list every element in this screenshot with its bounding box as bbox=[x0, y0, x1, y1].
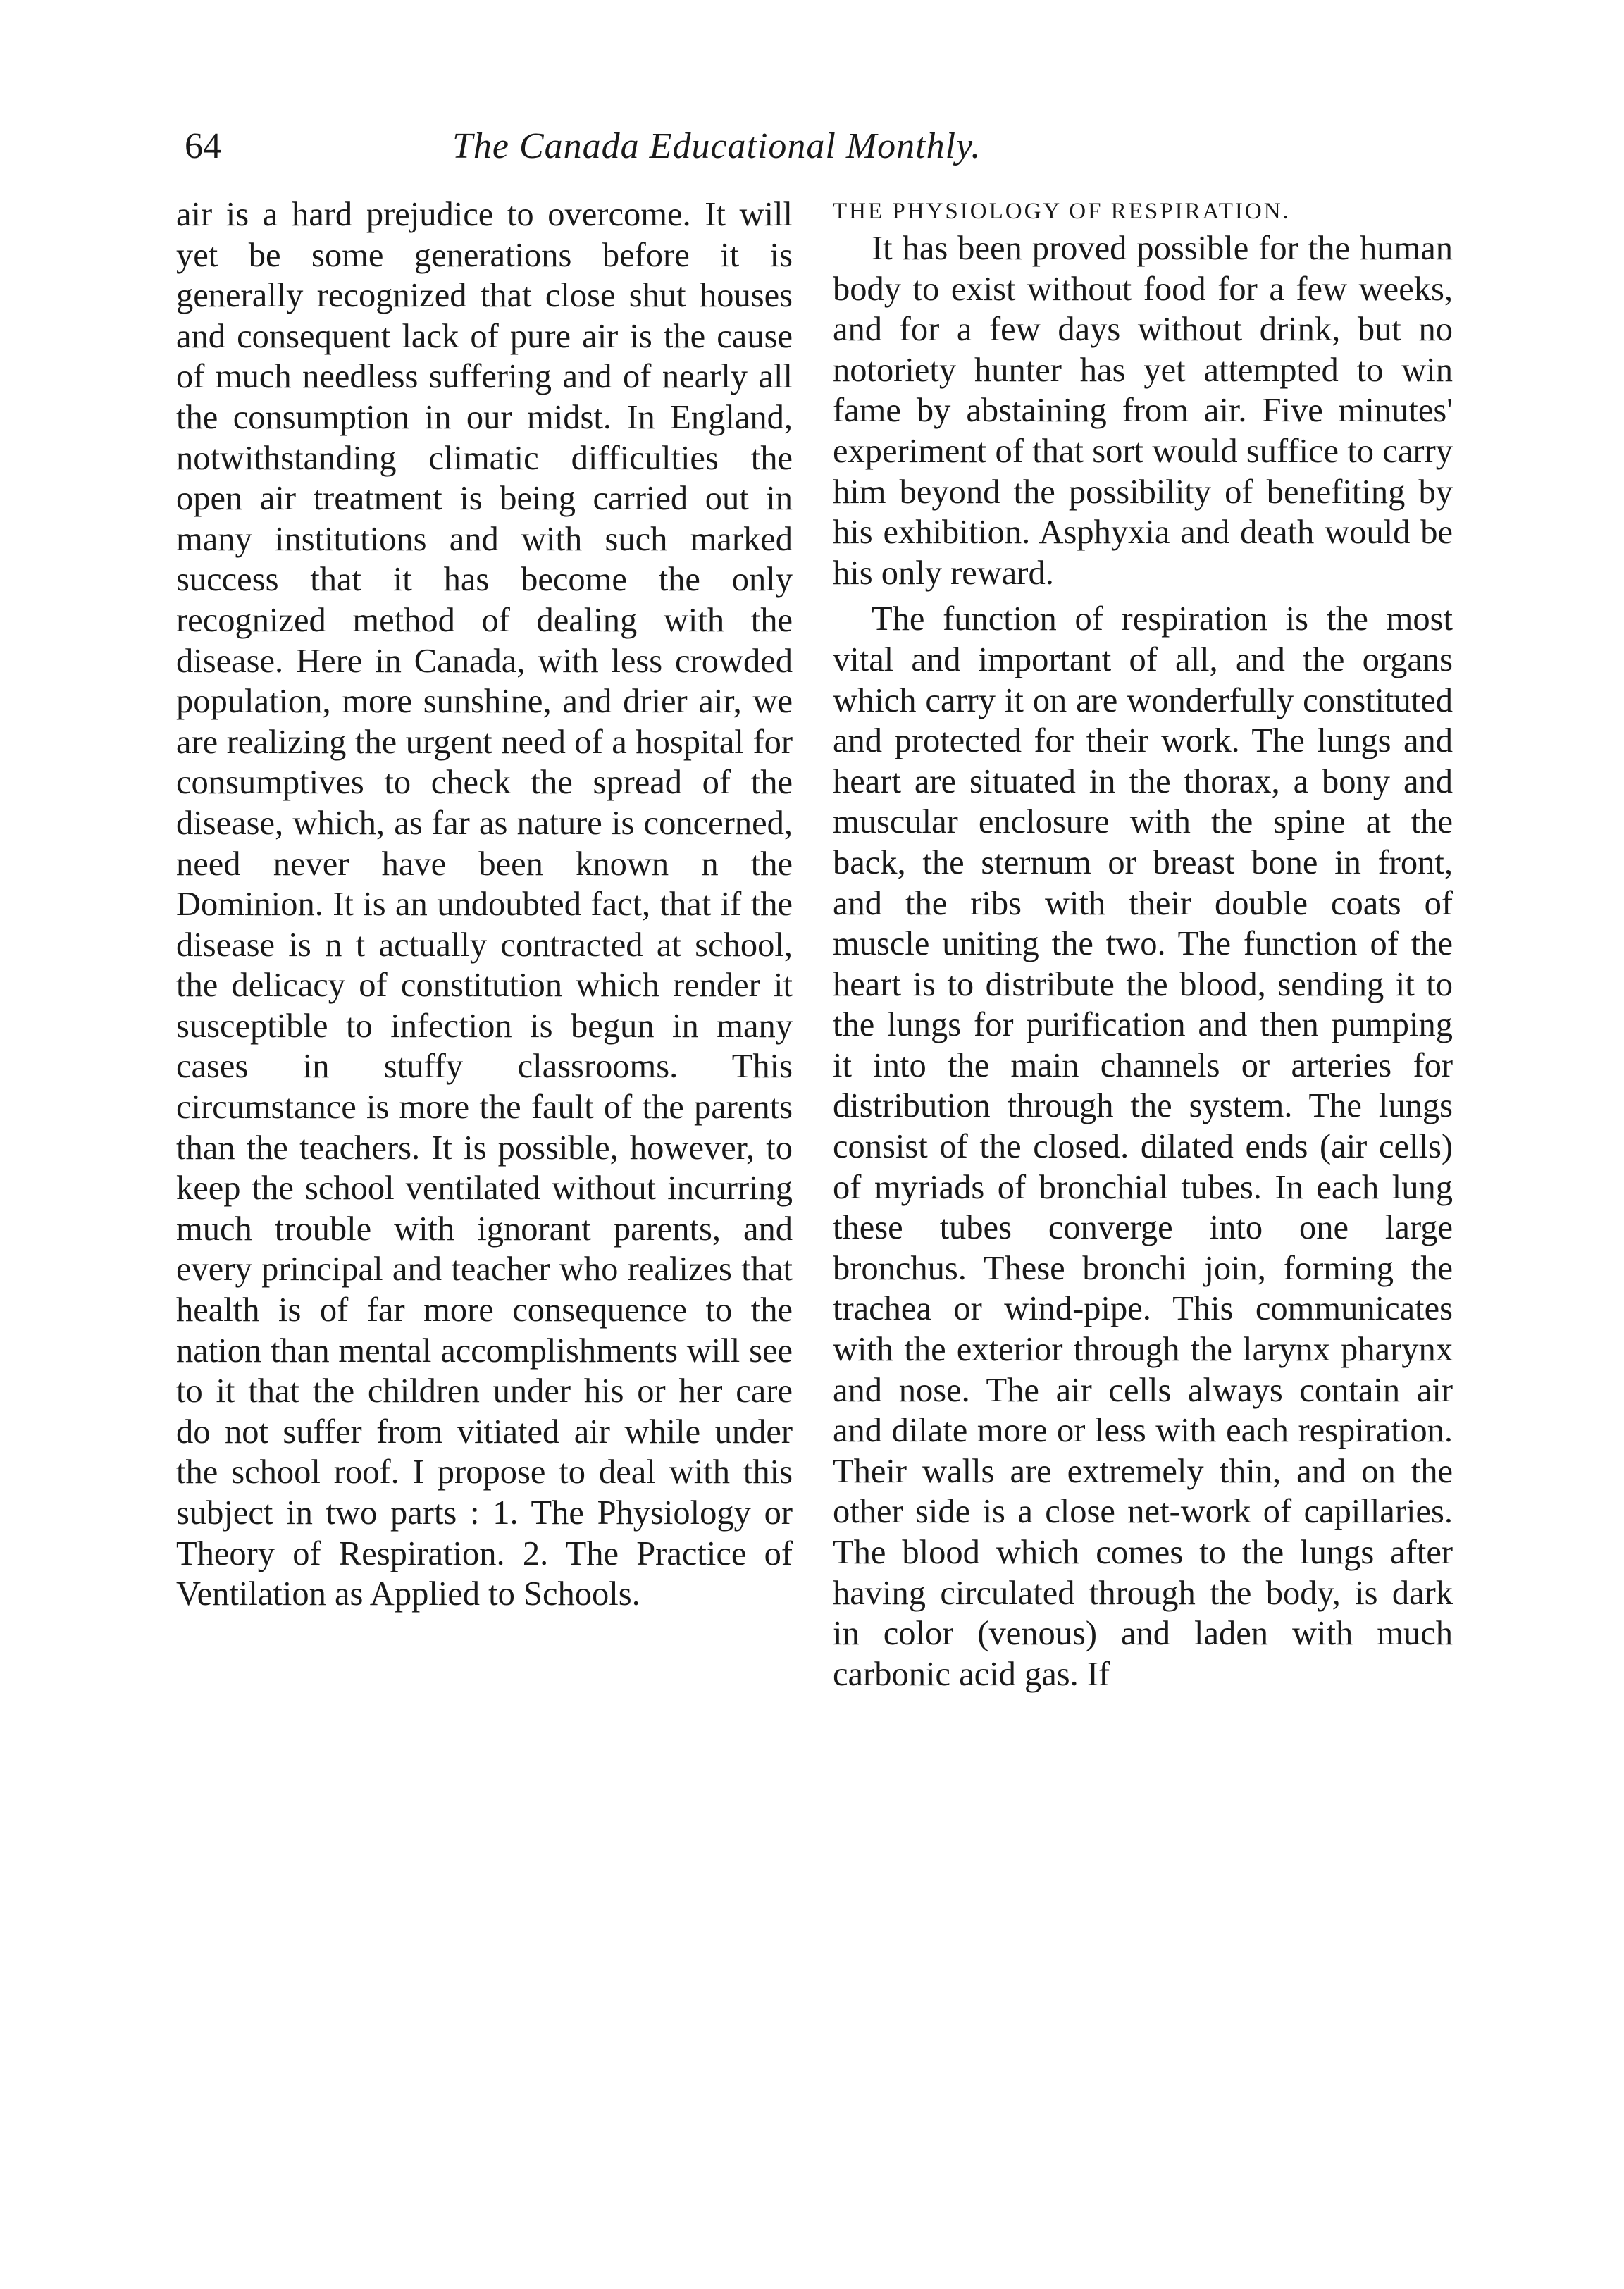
right-column bbox=[833, 194, 1453, 1694]
section-heading: THE PHYSIOLOGY OF RESPIRATION. bbox=[833, 199, 1291, 224]
left-paragraph-1: air is a hard prejudice to overcome. It will yet be some generations before it is generally recognized that close shut houses and consequent lack of pure air is the cause of much needless suffering and of nearly all the consumption in our midst. In England, notwithstanding climatic difficulties the open air treatment is being carried out in many institutions and with such marked success that it has become the only recognized method of dealing with the disease. Here in Canada, with less crowded population, more sunshine, and drier air, we are realizing the urgent need of a hospital for consumptives to check the spread of the disease, which, as far as nature is concerned, need never have been known n the Dominion. It is an undoubted fact, that if the disease is n t actually contracted at school, the delicacy of constitution which render it susceptible to infection is begun in many cases in stuffy classrooms. This circumstance is more the fault of the parents than the teachers. It is possible, however, to keep the school ventilated without incurring much trouble with ignorant parents, and every principal and teacher who realizes that health is of far more consequence to the nation than mental accomplishments will see to it that the children under his or her care do not suffer from vitiated air while under the school roof. I propose to deal with this subject in two parts : 1. The Physiology or Theory of Respiration. 2. The Practice of Ventilation as Applied to Schools. bbox=[176, 196, 793, 1613]
left-column bbox=[176, 194, 793, 1615]
page-number: 64 bbox=[185, 126, 221, 166]
running-title: The Canada Educational Monthly. bbox=[452, 126, 981, 166]
right-paragraph-1: It has been proved possible for the human body to exist without food for a few weeks, and for a few days without drink, but no notoriety hunter has yet attempted to win fame by abstaining from air. Five minutes' experiment of that sort would suffice to carry him beyond the possibility of benefiting by his exhibition. Asphyxia and death would be his only reward. bbox=[833, 230, 1453, 592]
page-header bbox=[185, 118, 1418, 175]
right-paragraph-2: The function of respiration is the most vital and important of all, and the organs which carry it on are wonderfully constituted and protected for their work. The lungs and heart are situated in the thorax, a bony and muscular enclosure with the spine at the back, the sternum or breast bone in front, and the ribs with their double coats of muscle uniting the two. The function of the heart is to distribute the blood, sending it to the lungs for purification and then pumping it into the main channels or arteries for distribution through the system. The lungs consist of the closed. dilated ends (air cells) of myriads of bronchial tubes. In each lung these tubes converge into one large bronchus. These bronchi join, forming the trachea or wind-pipe. This communicates with the exterior through the larynx pharynx and nose. The air cells always contain air and dilate more or less with each respiration. Their walls are extremely thin, and on the other side is a close net-work of capillaries. The blood which comes to the lungs after having circulated through the body, is dark in color (venous) and laden with much carbonic acid gas. If bbox=[833, 600, 1453, 1693]
